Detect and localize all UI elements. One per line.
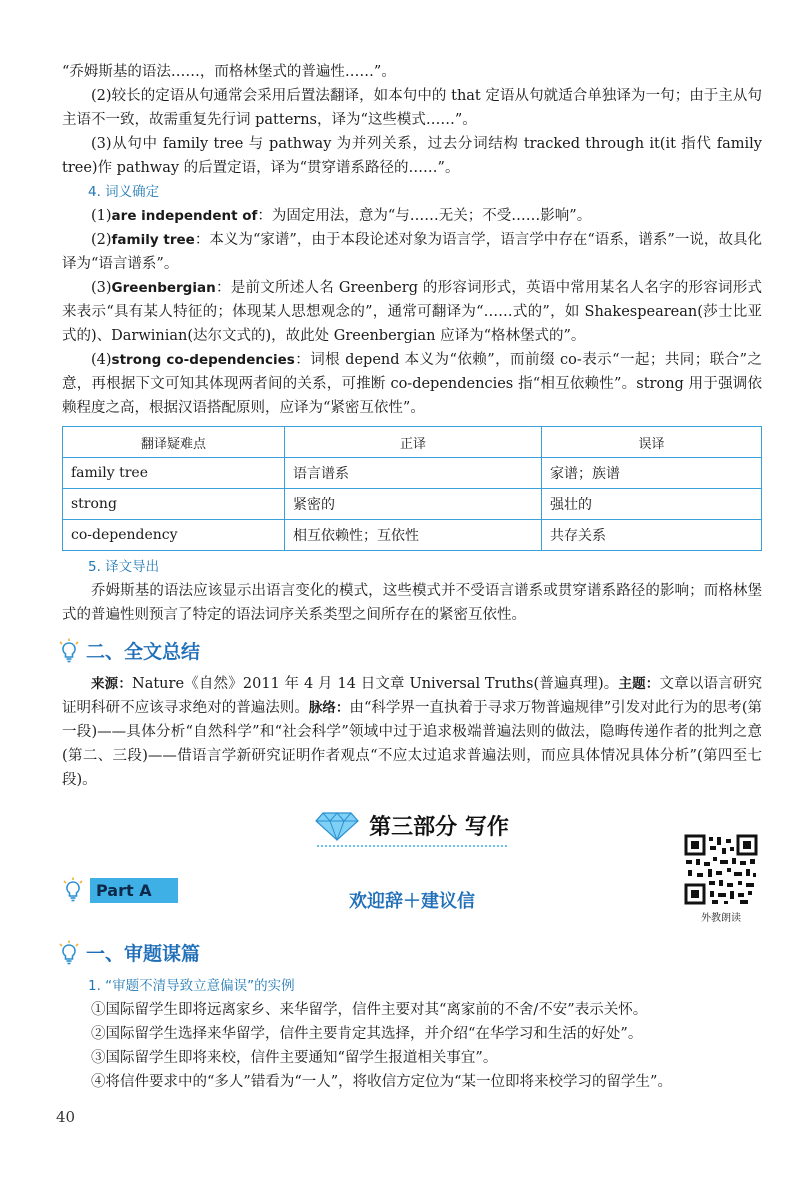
flow-text: 由“科学界一直执着于寻求万物普遍规律”引发对此行为的思考(第一段)——具体分析“自然科学”和“社会科学”领域中过于追求极端普遍法则的做法，隐晦传递作者的批判之意(第二、三段)——借语言学新研究证明作者观点“不应太过追求普遍法则，而应具体情况具体分析”(第四至七段)。 bbox=[62, 700, 763, 788]
review-title: 一、审题谋篇 bbox=[86, 943, 201, 965]
topic-label: 主题： bbox=[618, 676, 660, 692]
term-item-4 bbox=[62, 348, 762, 420]
table-cell: family tree bbox=[63, 458, 285, 489]
section-5-heading: 5. 译文导出 bbox=[88, 559, 160, 575]
term-explanation: ：为固定用法，意为“与……无关；不受……影响”。 bbox=[257, 208, 592, 224]
letter-title: 欢迎辞＋建议信 bbox=[349, 891, 475, 912]
topic-text: 文章以语言研究证明科研不应该寻求绝对的普遍法则。 bbox=[62, 676, 763, 716]
review-heading: 1. “审题不清导致立意偏误”的实例 bbox=[88, 978, 295, 994]
term-explanation: ：词根 depend 本义为“依赖”，而前缀 co-表示“一起；共同；联合”之意，再根据下文可知其体现两者间的关系，可推断 co-dependencies 指“相互依赖性”。strong 用于强调依赖程度之高，根据汉语搭配原则，应译为“紧密互依性”。 bbox=[62, 352, 762, 416]
translation-table bbox=[62, 426, 762, 551]
table-cell: 紧密的 bbox=[285, 489, 542, 520]
part-a-row bbox=[62, 857, 762, 924]
source-text: Nature《自然》2011 年 4 月 14 日文章 Universal Truths(普遍真理)。 bbox=[132, 676, 619, 692]
table-row bbox=[63, 458, 762, 489]
term-explanation: ：本义为“家谱”，由于本段论述对象为语言学，语言学中存在“语系，谱系”一说，故具化译为“语言谱系”。 bbox=[62, 232, 762, 272]
term: strong co-dependencies bbox=[111, 352, 295, 368]
table-cell: 相互依赖性；互依性 bbox=[285, 520, 542, 551]
part-a-label: Part A bbox=[90, 878, 178, 903]
list-item: ③国际留学生即将来校，信件主要通知“留学生报道相关事宜”。 bbox=[91, 1050, 498, 1066]
term: are independent of bbox=[111, 208, 258, 224]
diamond-icon bbox=[315, 811, 359, 841]
qr-code-icon bbox=[682, 833, 760, 907]
table-header: 正译 bbox=[285, 427, 542, 458]
table-cell: 语言谱系 bbox=[285, 458, 542, 489]
page-content bbox=[62, 60, 762, 1094]
dotted-divider bbox=[317, 845, 507, 847]
table-cell: 共存关系 bbox=[542, 520, 762, 551]
summary-section-header bbox=[58, 637, 762, 664]
summary-title: 二、全文总结 bbox=[86, 641, 201, 663]
section-4-heading: 4. 词义确定 bbox=[88, 184, 160, 200]
term-item-3 bbox=[62, 276, 762, 348]
list-item: ②国际留学生选择来华留学，信件主要肯定其选择，并介绍“在华学习和生活的好处”。 bbox=[91, 1026, 643, 1042]
flow-label: 脉络： bbox=[308, 700, 350, 716]
term: Greenbergian bbox=[111, 280, 216, 296]
note-2: (2)较长的定语从句通常会采用后置法翻译，如本句中的 that 定语从句就适合单独译为一句；由于主从句主语不一致，故需重复先行词 patterns，译为“这些模式……”。 bbox=[62, 88, 762, 128]
item-prefix: (1) bbox=[91, 208, 112, 224]
page-number: 40 bbox=[56, 1108, 76, 1126]
table-cell: co-dependency bbox=[63, 520, 285, 551]
review-section-header bbox=[58, 939, 762, 966]
term-item-2 bbox=[62, 228, 762, 276]
table-header-row bbox=[63, 427, 762, 458]
list-item: ④将信件要求中的“多人”错看为“一人”，将收信方定位为“某一位即将来校学习的留学生”。 bbox=[91, 1074, 672, 1090]
table-row bbox=[63, 489, 762, 520]
intro-quote: “乔姆斯基的语法……，而格林堡式的普遍性……”。 bbox=[62, 64, 396, 80]
source-label: 来源： bbox=[91, 676, 133, 692]
lightbulb-icon bbox=[58, 940, 80, 966]
item-prefix: (4) bbox=[91, 352, 112, 368]
table-cell: strong bbox=[63, 489, 285, 520]
summary-text bbox=[62, 672, 762, 792]
term: family tree bbox=[111, 232, 195, 248]
term-explanation: ：是前文所述人名 Greenberg 的形容词形式，英语中常用某名人名字的形容词形式来表示“具有某人特征的；体现某人思想观念的”，通常可翻译为“……式的”，如 Shakespearean(莎士比亚式的)、Darwinian(达尔文式的)，故此处 Greenbergian 应译为“格林堡式的”。 bbox=[62, 280, 762, 344]
table-header: 误译 bbox=[542, 427, 762, 458]
part3-title: 第三部分 写作 bbox=[369, 815, 509, 840]
list-item: ①国际留学生即将远离家乡、来华留学，信件主要对其“离家前的不舍/不安”表示关怀。 bbox=[91, 1002, 648, 1018]
item-prefix: (2) bbox=[91, 232, 112, 248]
table-cell: 家谱；族谱 bbox=[542, 458, 762, 489]
term-item-1 bbox=[62, 204, 762, 228]
lightbulb-icon bbox=[58, 638, 80, 664]
item-prefix: (3) bbox=[91, 280, 112, 296]
table-row bbox=[63, 520, 762, 551]
translation-output: 乔姆斯基的语法应该显示出语言变化的模式，这些模式并不受语言谱系或贯穿谱系路径的影响；而格林堡式的普遍性则预言了特定的语法词序关系类型之间所存在的紧密互依性。 bbox=[62, 583, 762, 623]
table-cell: 强壮的 bbox=[542, 489, 762, 520]
part3-header bbox=[62, 810, 762, 841]
table-header: 翻译疑难点 bbox=[63, 427, 285, 458]
qr-caption: 外教朗读 bbox=[701, 913, 741, 924]
note-3: (3)从句中 family tree 与 pathway 为并列关系，过去分词结构 tracked through it(it 指代 family tree)作 pathway 的后置定语，译为“贯穿谱系路径的……”。 bbox=[62, 136, 762, 176]
qr-code[interactable] bbox=[682, 833, 760, 924]
